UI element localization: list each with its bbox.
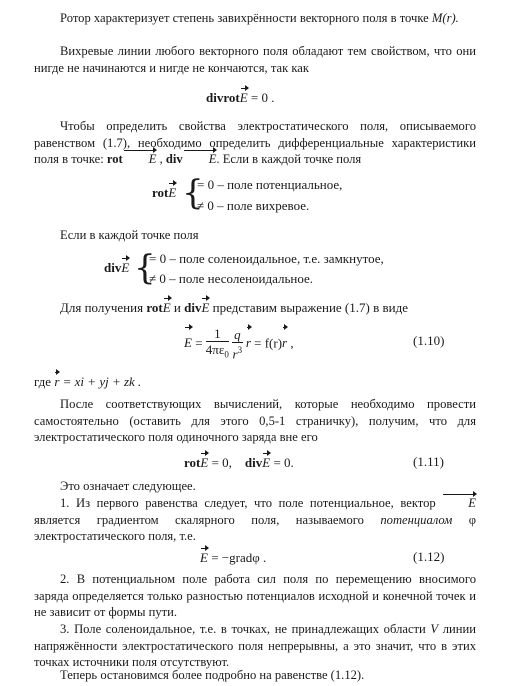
text: представим выражение (1.7) в виде [212,300,408,315]
text: Вихревые линии любого векторного поля обладают тем свойством, что они нигде не начинаются и нигде не кончаются, так как [34,44,476,75]
text: Чтобы определить свойства электростатического поля, описываемого равенством (1.7), необходимо определить дифференциальные характеристики поля в точке: [34,119,476,167]
text: и [173,300,181,315]
div-operator: div [104,260,122,275]
equals-zero: = 0. [273,455,294,470]
equation-number: (1.12) [413,549,445,564]
equation-1-10: E = $\frac{1}{4\pi\varepsilon_0}$ $\frac{q}{r^3}$ r = f(r)r , [184,326,294,362]
div-label [104,259,129,277]
vector-e: E [162,300,171,315]
div-operator: div [244,455,263,470]
text: где [34,374,52,389]
text: 1. Из первого равенства следует, что поле потенциальное, вектор [60,496,436,510]
text: Если в каждой точке поля [60,228,199,242]
div-operator: div [165,152,183,167]
text: 2. В потенциальном поле работа сил поля по перемещению вносимого заряда определяется только разностью потенциалов исходной и конечной точек и не зависит от формы пути. [34,572,476,620]
rot-operator: rot [146,300,163,315]
numerator: 1 [206,326,229,342]
brace: { [134,248,156,288]
term-potential: потенциалом [380,512,453,527]
denominator [232,343,243,361]
equation-number: (1.10) [413,333,445,348]
div-case-solenoidal: = 0 – поле соленоидальное, т.е. замкнутое, [149,251,384,266]
equals-zero: = 0, [211,455,232,470]
brace: { [182,173,204,213]
fraction-charge [232,327,243,361]
vector-e: E [183,151,217,168]
four-pi-epsilon: 4πε [205,342,225,357]
text: Это означает следующее. [60,479,196,493]
equation-1-12 [200,549,266,567]
r-expansion: = xi + yj + zk . [62,374,142,389]
rot-label [152,184,176,202]
text: φ электростатического поля, т.е. [34,512,476,544]
vector-e: E [442,495,476,512]
vector-e: E [184,328,192,358]
text: . Если в каждой точке поля [216,152,362,167]
div-case-non-solenoidal: ≠ 0 – поле несоленоидальное. [149,271,314,286]
paragraph-rotor [34,10,476,27]
vector-r: r [54,374,60,389]
r-definition [34,373,141,391]
text: После соответствующих вычислений, которые необходимо провести самостоятельно (оставить для этого 0,5-1 страничку), получим, что для электростатического поля одиночного заряда вне его [34,397,476,445]
r: r [232,346,238,362]
vector-e: E [201,300,210,315]
text: 3. Поле соленоидальное, т.е. в точках, не принадлежащих области [60,622,426,636]
text: Для получения [60,300,144,315]
vector-e: E [123,151,157,168]
text: линии напряжённости электростатического поля непрерывны, а это значит, что в этих точках источники поля отсутствуют. [34,622,476,670]
rot-case-vortex: ≠ 0 – поле вихревое. [197,198,310,213]
rot-operator: rot [152,185,169,200]
equals-zero: = 0 . [250,90,275,105]
paragraph-vortex-lines [34,43,476,76]
paragraph-calculations [34,396,476,446]
vector-e: E [200,550,208,565]
rot-case-potential: = 0 – поле потенциальное, [197,177,343,192]
paragraph-obtain [60,299,408,317]
vector-e: E [239,90,248,105]
equation-number: (1.11) [413,454,444,469]
text: Ротор характеризует степень завихрённости векторного поля в точке [60,11,429,25]
denominator [206,342,229,363]
vector-e: E [121,260,130,275]
subscript: 0 [224,349,229,360]
equation-1-11 [184,454,294,472]
text: является градиентом скалярного поля, называемого [34,512,364,527]
div-operator: div [184,300,202,315]
point-label: M(r). [431,11,459,25]
paragraph-differential: Чтобы определить свойства электростатического поля, описываемого равенством (1.7), необходимо определить дифференциальные характеристики поля в точке: rot E , div E. Если в каждой точке поля [34,119,476,167]
region-v: V [430,622,439,636]
numerator: q [234,327,241,343]
f-of-r: = f(r) [254,335,283,351]
paragraph-item-1 [34,495,476,545]
paragraph-item-2 [34,571,476,621]
text: Теперь остановимся более подробно на равенстве (1.12). [60,668,365,682]
rot-operator: rot [184,455,201,470]
divrot-operator: divrot [206,90,240,105]
gradient-expression: = −gradφ . [211,550,267,565]
vector-r: r [246,328,251,358]
paragraph-conclusion [34,667,476,684]
paragraph-meaning [34,478,476,495]
vector-e: E [200,455,209,470]
comma: , [290,335,294,351]
vector-r: r [282,328,287,358]
vector-e: E [262,455,271,470]
fraction-coulomb [206,326,229,363]
rot-operator: rot [106,152,123,167]
paragraph-item-3 [34,621,476,671]
paragraph-every-point [34,227,476,244]
exponent: 3 [237,345,243,356]
equation-divrot [206,89,275,107]
vector-e: E [168,185,177,200]
